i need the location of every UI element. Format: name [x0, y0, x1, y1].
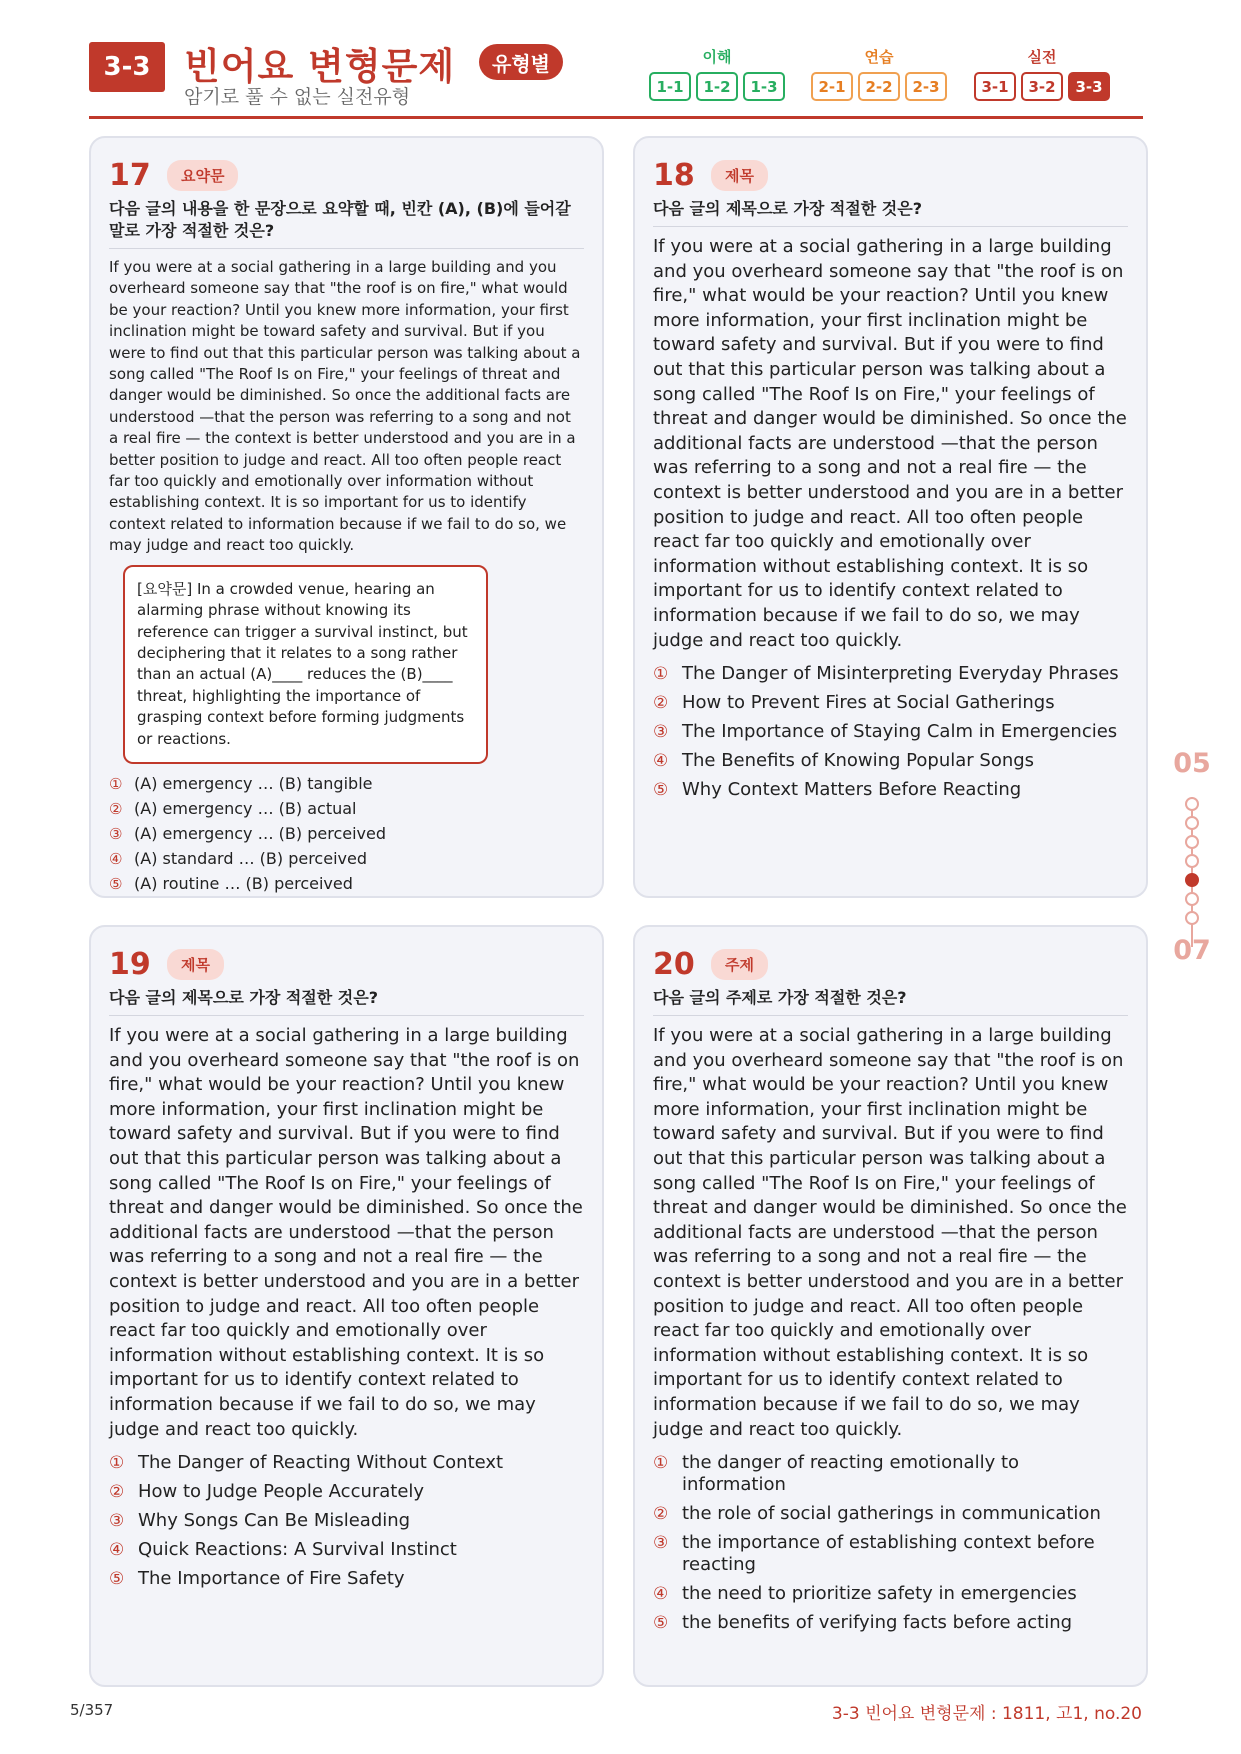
answer-choice[interactable]: [653, 692, 1128, 714]
question-passage: If you were at a social gathering in a large building and you overheard someone say that "the roof is on fire," what would be your reaction? Until you knew more information, your first inclination might be toward safety and survival. But if you were to find out that this particular person was talking about a song called "The Roof Is on Fire," your feelings of threat and danger would be diminished. So once the additional facts are understood —that the person was referring to a song and not a real fire — the context is better understood and you are in a better position to judge and react. All too often people react far too quickly and emotionally over information without establishing context. It is so important for us to identify context related to information because if we fail to do so, we may judge and react too quickly.: [653, 1025, 1127, 1440]
step-group-label: 실전: [1027, 48, 1057, 66]
choice-number: ③: [109, 1511, 125, 1532]
answer-choice[interactable]: [653, 779, 1128, 801]
answer-choices: [653, 1452, 1128, 1634]
question-passage: If you were at a social gathering in a large building and you overheard someone say that "the roof is on fire," what would be your reaction? Until you knew more information, your first inclination might be toward safety and survival. But if you were to find out that this particular person was talking about a song called "The Roof Is on Fire," your feelings of threat and danger would be diminished. So once the additional facts are understood —that the person was referring to a song and not a real fire — the context is better understood and you are in a better position to judge and react. All too often people react far too quickly and emotionally over information without establishing context. It is so important for us to identify context related to information because if we fail to do so, we may judge and react too quickly.: [653, 236, 1127, 651]
choice-text: the danger of reacting emotionally to information: [682, 1452, 1020, 1496]
answer-choice[interactable]: [653, 750, 1128, 772]
question-card-19: [89, 925, 604, 1687]
answer-choice[interactable]: [653, 663, 1128, 685]
step-3-1[interactable]: 3-1: [974, 72, 1016, 101]
choice-text: (A) emergency … (B) actual: [134, 798, 357, 818]
question-number: 17: [109, 157, 151, 193]
choice-text: The Benefits of Knowing Popular Songs: [682, 750, 1035, 772]
choice-number: ①: [653, 1453, 669, 1474]
choice-number: ①: [109, 774, 123, 793]
answer-choice[interactable]: [653, 1532, 1128, 1576]
choice-number: ③: [653, 722, 669, 743]
choice-text: (A) standard … (B) perceived: [134, 848, 367, 868]
page-number: 5/357: [70, 1701, 114, 1719]
answer-choice[interactable]: [109, 874, 584, 894]
choice-text: Why Context Matters Before Reacting: [682, 779, 1022, 801]
choice-number: ①: [653, 664, 669, 685]
choice-text: the role of social gatherings in communication: [682, 1503, 1101, 1525]
answer-choice[interactable]: [109, 1481, 584, 1503]
footer-source: 3-3 빈어요 변형문제 : 1811, 고1, no.20: [831, 1704, 1142, 1724]
step-group-practice: [811, 46, 947, 101]
choice-text: The Importance of Fire Safety: [138, 1568, 405, 1590]
answer-choice[interactable]: [653, 1503, 1128, 1525]
step-3-3[interactable]: 3-3: [1068, 72, 1110, 101]
answer-choice[interactable]: [109, 824, 584, 844]
progress-dot[interactable]: [1185, 911, 1199, 925]
choice-text: Quick Reactions: A Survival Instinct: [138, 1539, 457, 1561]
side-nav-end: 07: [1173, 935, 1211, 966]
question-prompt: 다음 글의 제목으로 가장 적절한 것은?: [653, 198, 1128, 227]
answer-choice[interactable]: [653, 721, 1128, 743]
step-group-label: 이해: [702, 48, 732, 66]
choice-text: Why Songs Can Be Misleading: [138, 1510, 411, 1532]
choice-text: the need to prioritize safety in emergencies: [682, 1583, 1077, 1605]
question-type-tag: 제목: [711, 160, 768, 191]
choice-number: ⑤: [109, 874, 123, 893]
question-prompt: 다음 글의 내용을 한 문장으로 요약할 때, 빈칸 (A), (B)에 들어갈 말로 가장 적절한 것은?: [109, 198, 584, 249]
choice-number: ②: [109, 799, 123, 818]
step-1-2[interactable]: 1-2: [696, 72, 738, 101]
step-3-2[interactable]: 3-2: [1021, 72, 1063, 101]
progress-dot-current[interactable]: [1185, 873, 1199, 887]
choice-text: (A) emergency … (B) perceived: [134, 823, 386, 843]
step-group-label: 연습: [864, 48, 894, 66]
progress-dot[interactable]: [1185, 854, 1199, 868]
answer-choice[interactable]: [109, 1510, 584, 1532]
page-title: 빈어요 변형문제: [184, 45, 456, 88]
progress-dots: [1182, 797, 1202, 925]
choice-text: the benefits of verifying facts before acting: [682, 1612, 1073, 1634]
choice-number: ③: [653, 1533, 669, 1554]
progress-dot[interactable]: [1185, 892, 1199, 906]
answer-choice[interactable]: [109, 774, 584, 794]
choice-text: (A) emergency … (B) tangible: [134, 773, 373, 793]
page-subtitle: 암기로 풀 수 없는 실전유형: [184, 86, 411, 108]
question-number: 19: [109, 946, 151, 982]
answer-choice[interactable]: [109, 1539, 584, 1561]
choice-number: ②: [653, 693, 669, 714]
question-card-17: [89, 136, 604, 898]
summary-box: [요약문] In a crowded venue, hearing an alarming phrase without knowing its reference can trigger a survival instinct, but deciphering that it relates to a song rather than an actual (A)____ reduces the (B)____ threat, highlighting the importance of grasping context before forming judgments or reactions.: [123, 565, 488, 764]
choice-number: ⑤: [653, 1613, 669, 1634]
side-nav-start: 05: [1173, 748, 1211, 779]
choice-text: The Importance of Staying Calm in Emergencies: [682, 721, 1118, 743]
answer-choice[interactable]: [653, 1452, 1128, 1496]
answer-choice[interactable]: [653, 1583, 1128, 1605]
question-number: 18: [653, 157, 695, 193]
choice-text: How to Judge People Accurately: [138, 1481, 425, 1503]
answer-choice[interactable]: [653, 1612, 1128, 1634]
step-2-2[interactable]: 2-2: [858, 72, 900, 101]
choice-number: ⑤: [109, 1569, 125, 1590]
choice-text: The Danger of Reacting Without Context: [138, 1452, 504, 1474]
question-card-20: [633, 925, 1148, 1687]
page-header: [89, 40, 1143, 120]
section-badge: 3-3: [89, 42, 165, 92]
progress-dot[interactable]: [1185, 816, 1199, 830]
choice-number: ④: [653, 751, 669, 772]
question-type-tag: 요약문: [167, 160, 238, 191]
question-type-tag: 제목: [167, 949, 224, 980]
choice-text: the importance of establishing context before reacting: [682, 1532, 1095, 1576]
progress-dot[interactable]: [1185, 797, 1199, 811]
step-1-3[interactable]: 1-3: [743, 72, 785, 101]
choice-number: ③: [109, 824, 123, 843]
choice-text: The Danger of Misinterpreting Everyday Phrases: [682, 663, 1119, 685]
step-1-1[interactable]: 1-1: [649, 72, 691, 101]
choice-number: ①: [109, 1453, 125, 1474]
choice-number: ⑤: [653, 780, 669, 801]
question-passage: If you were at a social gathering in a large building and you overheard someone say that "the roof is on fire," what would be your reaction? Until you knew more information, your first inclination might be toward safety and survival. But if you were to find out that this particular person was talking about a song called "The Roof Is on Fire," your feelings of threat and danger would be diminished. So once the additional facts are understood —that the person was referring to a song and not a real fire — the context is better understood and you are in a better position to judge and react. All too often people react far too quickly and emotionally over information without establishing context. It is so important for us to identify context related to information because if we fail to do so, we may judge and react too quickly.: [109, 258, 581, 555]
answer-choices: [653, 663, 1128, 801]
side-progress-nav: [1170, 748, 1214, 966]
answer-choice[interactable]: [109, 1568, 584, 1590]
choice-text: (A) routine … (B) perceived: [134, 873, 353, 893]
choice-number: ④: [109, 849, 123, 868]
type-tag: 유형별: [479, 44, 563, 80]
choice-number: ②: [653, 1504, 669, 1525]
progress-dot[interactable]: [1185, 835, 1199, 849]
answer-choice[interactable]: [109, 849, 584, 869]
question-prompt: 다음 글의 주제로 가장 적절한 것은?: [653, 987, 1128, 1016]
step-2-1[interactable]: 2-1: [811, 72, 853, 101]
header-rule: [89, 116, 1143, 119]
step-group-real: [974, 46, 1110, 101]
choice-text: How to Prevent Fires at Social Gatherings: [682, 692, 1055, 714]
question-passage: If you were at a social gathering in a large building and you overheard someone say that "the roof is on fire," what would be your reaction? Until you knew more information, your first inclination might be toward safety and survival. But if you were to find out that this particular person was talking about a song called "The Roof Is on Fire," your feelings of threat and danger would be diminished. So once the additional facts are understood —that the person was referring to a song and not a real fire — the context is better understood and you are in a better position to judge and react. All too often people react far too quickly and emotionally over information without establishing context. It is so important for us to identify context related to information because if we fail to do so, we may judge and react too quickly.: [109, 1025, 583, 1440]
answer-choices: [109, 774, 584, 894]
answer-choices: [109, 1452, 584, 1590]
question-number: 20: [653, 946, 695, 982]
step-group-understand: [649, 46, 785, 101]
question-type-tag: 주제: [711, 949, 768, 980]
choice-number: ②: [109, 1482, 125, 1503]
answer-choice[interactable]: [109, 1452, 584, 1474]
answer-choice[interactable]: [109, 799, 584, 819]
step-2-3[interactable]: 2-3: [905, 72, 947, 101]
question-prompt: 다음 글의 제목으로 가장 적절한 것은?: [109, 987, 584, 1016]
choice-number: ④: [653, 1584, 669, 1605]
choice-number: ④: [109, 1540, 125, 1561]
question-card-18: [633, 136, 1148, 898]
